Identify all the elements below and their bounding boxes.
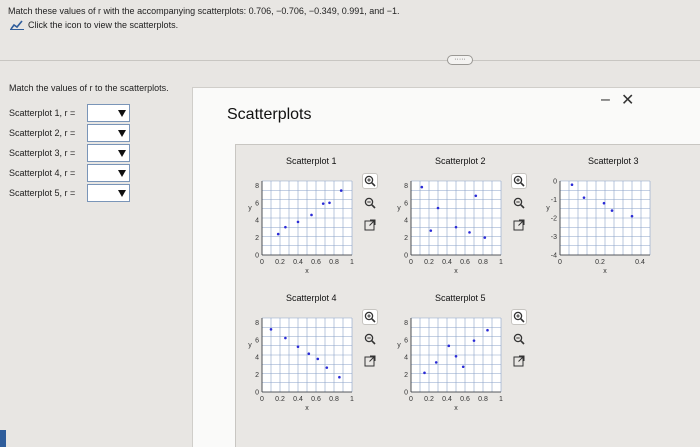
x-tick-label: 0.2 xyxy=(275,259,285,266)
plot-title-4: Scatterplot 4 xyxy=(286,293,337,303)
plots-area xyxy=(235,144,700,447)
y-tick-label: 8 xyxy=(255,319,259,327)
x-tick-label: 0.6 xyxy=(460,259,470,266)
x-tick-label: 0.2 xyxy=(424,396,434,403)
x-tick-label: 0.8 xyxy=(478,259,488,266)
x-tick-label: 0 xyxy=(409,396,413,403)
x-tick-label: 0.4 xyxy=(442,396,452,403)
panel-title: Scatterplots xyxy=(227,106,312,123)
match-row-1 xyxy=(9,104,130,122)
match-title: Match the values of r to the scatterplots. xyxy=(9,83,169,93)
dropdown-arrow-icon xyxy=(118,130,126,137)
y-tick-label: 2 xyxy=(255,372,259,380)
popout-icon[interactable] xyxy=(511,217,527,233)
zoom-in-icon[interactable] xyxy=(511,173,527,189)
x-axis-label: x xyxy=(454,405,458,412)
y-axis-label: y xyxy=(248,342,252,349)
x-axis-label: x xyxy=(305,268,309,275)
data-point xyxy=(455,355,458,358)
x-axis-label: x xyxy=(454,268,458,275)
data-point xyxy=(297,221,300,224)
y-tick-label: -1 xyxy=(550,197,557,204)
data-point xyxy=(484,236,487,239)
data-point xyxy=(423,372,426,375)
data-point xyxy=(462,365,465,368)
data-point xyxy=(338,376,341,379)
data-point xyxy=(583,196,586,199)
scatterplot-1 xyxy=(236,171,376,299)
data-point xyxy=(455,226,458,229)
match-label-3: Scatterplot 3, r = xyxy=(9,148,76,158)
y-axis-label: y xyxy=(397,342,401,349)
data-point xyxy=(308,352,311,355)
zoom-out-icon[interactable] xyxy=(362,195,378,211)
x-tick-label: 0 xyxy=(409,259,413,266)
y-tick-label: 4 xyxy=(404,354,408,362)
y-tick-label: 0 xyxy=(553,178,557,186)
data-point xyxy=(603,202,606,205)
match-row-2 xyxy=(9,124,130,142)
y-tick-label: -4 xyxy=(550,252,557,260)
popout-icon[interactable] xyxy=(362,353,378,369)
data-point xyxy=(473,339,476,342)
data-point xyxy=(284,337,287,340)
y-tick-label: 6 xyxy=(404,200,408,208)
y-axis-label: y xyxy=(248,205,252,212)
data-point xyxy=(631,215,634,218)
minimize-icon[interactable]: – xyxy=(601,91,610,108)
data-point xyxy=(270,328,273,331)
x-tick-label: 0.4 xyxy=(442,259,452,266)
x-tick-label: 1 xyxy=(499,396,503,403)
x-tick-label: 0.4 xyxy=(293,396,303,403)
data-point xyxy=(326,366,329,369)
match-label-4: Scatterplot 4, r = xyxy=(9,168,76,178)
zoom-out-icon[interactable] xyxy=(511,331,527,347)
match-row-3 xyxy=(9,144,130,162)
data-point xyxy=(421,186,424,189)
x-tick-label: 0 xyxy=(260,396,264,403)
y-tick-label: 4 xyxy=(404,217,408,225)
data-point xyxy=(328,201,331,204)
x-tick-label: 0.6 xyxy=(460,396,470,403)
left-accent-strip xyxy=(0,430,6,447)
x-axis-label: x xyxy=(603,268,607,275)
zoom-in-icon[interactable] xyxy=(362,173,378,189)
x-tick-label: 0.2 xyxy=(595,259,605,266)
data-point xyxy=(437,207,440,210)
icon-hint-text: Click the icon to view the scatterplots. xyxy=(28,20,179,30)
scatterplot-3 xyxy=(534,171,674,299)
match-label-1: Scatterplot 1, r = xyxy=(9,108,76,118)
y-tick-label: 0 xyxy=(255,389,259,397)
x-tick-label: 0.6 xyxy=(311,259,321,266)
r-select-4[interactable] xyxy=(87,164,130,182)
question-instruction: Match these values of r with the accompanying scatterplots: 0.706, −0.706, −0.349, 0.991, and −1. xyxy=(8,6,400,16)
dropdown-arrow-icon xyxy=(118,110,126,117)
data-point xyxy=(611,209,614,212)
scatterplot-4 xyxy=(236,308,376,436)
r-select-2[interactable] xyxy=(87,124,130,142)
data-point xyxy=(317,358,320,361)
y-tick-label: 2 xyxy=(255,235,259,243)
data-point xyxy=(340,189,343,192)
plot-title-3: Scatterplot 3 xyxy=(588,156,639,166)
scatterplots-panel xyxy=(192,87,700,447)
match-label-2: Scatterplot 2, r = xyxy=(9,128,76,138)
x-tick-label: 0.4 xyxy=(635,259,645,266)
question-header xyxy=(8,4,400,32)
data-point xyxy=(475,195,478,198)
x-axis-label: x xyxy=(305,405,309,412)
more-button[interactable]: ····· xyxy=(447,55,473,65)
y-tick-label: 2 xyxy=(404,372,408,380)
match-label-5: Scatterplot 5, r = xyxy=(9,188,76,198)
y-tick-label: 8 xyxy=(404,319,408,327)
x-tick-label: 0 xyxy=(558,259,562,266)
x-tick-label: 0.2 xyxy=(275,396,285,403)
y-axis-label: y xyxy=(546,205,550,212)
data-point xyxy=(430,229,433,232)
data-point xyxy=(297,345,300,348)
section-divider xyxy=(0,60,700,61)
x-tick-label: 0.6 xyxy=(311,396,321,403)
plot-title-2: Scatterplot 2 xyxy=(435,156,486,166)
match-row-4 xyxy=(9,164,130,182)
r-select-5[interactable] xyxy=(87,184,130,202)
data-point xyxy=(435,361,438,364)
scatterplot-5 xyxy=(385,308,525,436)
data-point xyxy=(468,231,471,234)
x-tick-label: 0.2 xyxy=(424,259,434,266)
scatterplot-2 xyxy=(385,171,525,299)
x-tick-label: 0 xyxy=(260,259,264,266)
y-tick-label: 8 xyxy=(255,182,259,190)
y-tick-label: 6 xyxy=(255,337,259,345)
zoom-in-icon[interactable] xyxy=(362,309,378,325)
x-tick-label: 0.8 xyxy=(478,396,488,403)
r-select-3[interactable] xyxy=(87,144,130,162)
popout-icon[interactable] xyxy=(511,353,527,369)
dropdown-arrow-icon xyxy=(118,150,126,157)
x-tick-label: 1 xyxy=(350,396,354,403)
data-point xyxy=(310,214,313,217)
data-point xyxy=(284,226,287,229)
data-point xyxy=(448,345,451,348)
plot-title-5: Scatterplot 5 xyxy=(435,293,486,303)
scatterplot-link-icon[interactable] xyxy=(10,20,24,30)
x-tick-label: 0.4 xyxy=(293,259,303,266)
r-select-1[interactable] xyxy=(87,104,130,122)
data-point xyxy=(486,329,489,332)
zoom-out-icon[interactable] xyxy=(511,195,527,211)
y-tick-label: -3 xyxy=(550,234,557,241)
match-row-5 xyxy=(9,184,130,202)
y-tick-label: 6 xyxy=(255,200,259,208)
y-axis-label: y xyxy=(397,205,401,212)
x-tick-label: 0.8 xyxy=(329,259,339,266)
dropdown-arrow-icon xyxy=(118,190,126,197)
data-point xyxy=(322,202,325,205)
y-tick-label: 4 xyxy=(255,217,259,225)
y-tick-label: -2 xyxy=(550,215,557,223)
y-tick-label: 2 xyxy=(404,235,408,243)
y-tick-label: 6 xyxy=(404,337,408,345)
y-tick-label: 0 xyxy=(255,252,259,260)
x-tick-label: 1 xyxy=(350,259,354,266)
y-tick-label: 0 xyxy=(404,389,408,397)
zoom-out-icon[interactable] xyxy=(362,331,378,347)
zoom-in-icon[interactable] xyxy=(511,309,527,325)
popout-icon[interactable] xyxy=(362,217,378,233)
x-tick-label: 1 xyxy=(499,259,503,266)
close-icon[interactable]: ✕ xyxy=(621,92,635,109)
plot-title-1: Scatterplot 1 xyxy=(286,156,337,166)
y-tick-label: 0 xyxy=(404,252,408,260)
x-tick-label: 0.8 xyxy=(329,396,339,403)
data-point xyxy=(277,233,280,236)
dropdown-arrow-icon xyxy=(118,170,126,177)
y-tick-label: 8 xyxy=(404,182,408,190)
y-tick-label: 4 xyxy=(255,354,259,362)
data-point xyxy=(571,183,574,186)
